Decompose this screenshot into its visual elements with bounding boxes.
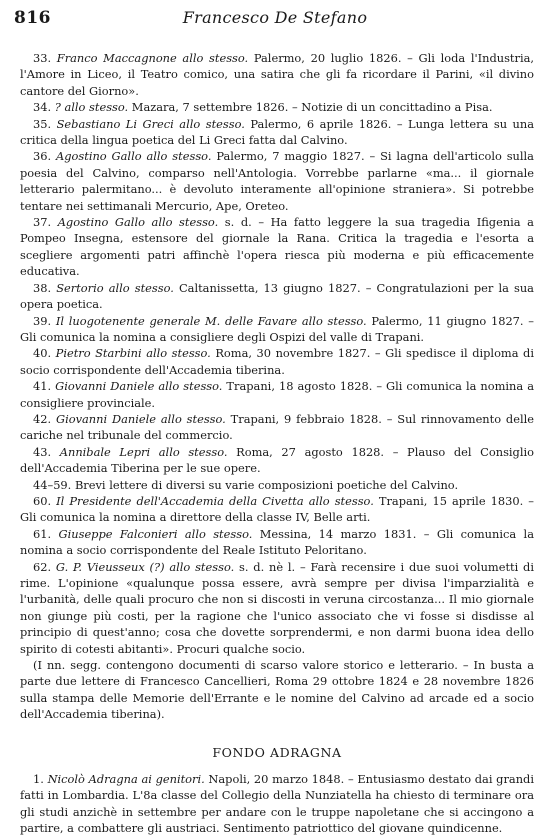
entry-number: 40. xyxy=(33,346,56,361)
entry-correspondent: Giuseppe Falconieri allo stesso. xyxy=(58,526,253,541)
entry-correspondent: Il luogotenente generale M. delle Favare allo stesso. xyxy=(55,313,367,328)
entry-summary: Roma, 27 agosto 1828. – Plauso del Consiglio dell'Accademia Tiberina per le sue opere. xyxy=(20,444,534,476)
letter-entry xyxy=(20,148,534,214)
letter-entry xyxy=(20,345,534,378)
entry-correspondent: Sebastiano Li Greci allo stesso. xyxy=(56,116,245,131)
entry-correspondent: G. P. Vieusseux (?) allo stesso. xyxy=(55,559,235,574)
letter-entry xyxy=(20,771,534,837)
entry-correspondent: Franco Maccagnone allo stesso. xyxy=(56,51,249,65)
entry-summary: Napoli, 20 marzo 1848. – Entusiasmo destato dai grandi fatti in Lombardia. L'8a classe del Collegio della Nunziatella ha chiesto di terminare ora gli studi anzichè in settembre per andare con le truppe napoletane che si accingono a partire, a combattere gli austriaci. Sentimento patriottico del giovane quindicenne. xyxy=(20,772,534,836)
entry-number: 44–59. xyxy=(33,477,75,492)
entry-correspondent: Pietro Starbini allo stesso. xyxy=(55,346,211,361)
entry-summary: Trapani, 18 agosto 1828. – Gli comunica la nomina a consigliere provinciale. xyxy=(20,379,534,410)
entry-summary: Brevi lettere di diversi su varie composizioni poetiche del Calvino. xyxy=(74,477,459,492)
letter-entry xyxy=(20,280,534,313)
letter-entry xyxy=(20,214,534,280)
entry-number: 38. xyxy=(33,280,57,295)
letter-entry xyxy=(20,657,534,723)
entry-number: 62. xyxy=(33,559,56,574)
entry-correspondent: Sertorio allo stesso. xyxy=(56,280,174,295)
entry-summary: Palermo, 7 maggio 1827. – Si lagna dell'articolo sulla poesia del Calvino, comparso nell'Antologia. Vorrebbe parlarne «ma... il giornale letterario palermitano... è devoluto interamente all'opinione straniera». Si potrebbe tentare nei settimanali Mercurio, Ape, Oreteo. xyxy=(20,149,534,213)
entry-correspondent: Agostino Gallo allo stesso. xyxy=(57,215,219,230)
entry-correspondent: Agostino Gallo allo stesso. xyxy=(56,149,212,164)
page-header xyxy=(14,8,536,34)
letter-entry xyxy=(20,559,534,657)
letter-entry xyxy=(20,493,534,526)
letter-entry xyxy=(20,50,534,99)
running-title: Francesco De Stefano xyxy=(182,8,368,27)
entry-number: 43. xyxy=(33,444,60,459)
letter-entry xyxy=(20,313,534,346)
entry-summary: Trapani, 9 febbraio 1828. – Sul rinnovamento delle cariche nel tribunale del commercio. xyxy=(20,411,534,443)
entry-summary: Roma, 30 novembre 1827. – Gli spedisce il diploma di socio corrispondente dell'Accademia tiberina. xyxy=(20,346,534,377)
entry-summary: Caltanissetta, 13 giugno 1827. – Congratulazioni per la sua opera poetica. xyxy=(20,280,534,312)
entry-number: 1. xyxy=(33,772,48,787)
entry-correspondent: ? allo stesso. xyxy=(54,100,129,115)
entry-correspondent: Giovanni Daniele allo stesso. xyxy=(55,379,223,394)
entry-summary: Palermo, 20 luglio 1826. – Gli loda l'Industria, l'Amore in Liceo, il Teatro comico, una satira che gli fa ricordare il Parini, «il divino cantore del Giorno». xyxy=(20,51,534,98)
entry-number: 39. xyxy=(33,313,56,328)
entry-summary: Mazara, 7 settembre 1826. – Notizie di un concittadino a Pisa. xyxy=(128,100,493,115)
entry-correspondent: Nicolò Adragna ai genitori. xyxy=(47,772,205,787)
letter-entry xyxy=(20,411,534,444)
letter-entry xyxy=(20,116,534,149)
section-entries xyxy=(20,771,534,837)
entry-summary: Messina, 14 marzo 1831. – Gli comunica la nomina a socio corrispondente del Reale Istituto Peloritano. xyxy=(20,526,534,558)
entry-correspondent: Il Presidente dell'Accademia della Civetta allo stesso. xyxy=(56,493,374,508)
page-number: 816 xyxy=(14,8,51,28)
page-body xyxy=(20,50,534,837)
entry-number: (I nn. segg. xyxy=(33,658,107,673)
entry-summary: Palermo, 11 giugno 1827. – Gli comunica la nomina a consigliere degli Ospizi del valle di Trapani. xyxy=(20,313,534,344)
entry-summary: Trapani, 15 aprile 1830. – Gli comunica la nomina a direttore della classe IV, Belle arti. xyxy=(20,493,534,525)
entry-number: 34. xyxy=(33,100,55,115)
entry-number: 33. xyxy=(33,51,57,65)
entry-number: 42. xyxy=(33,411,56,426)
entry-summary: s. d. – Ha fatto leggere la sua tragedia Ifigenia a Pompeo Insegna, estensore del giornale la Rana. Critica la tragedia e l'esorta a scegliere argomenti patri affinchè l'opera riesca più moderna e più efficacemente educativa. xyxy=(20,215,534,279)
letter-entry xyxy=(20,526,534,559)
section-title: FONDO ADRAGNA xyxy=(212,744,342,760)
entry-number: 37. xyxy=(33,215,58,230)
entry-correspondent: Annibale Lepri allo stesso. xyxy=(59,444,228,459)
entry-number: 36. xyxy=(33,149,57,164)
entry-number: 60. xyxy=(33,493,57,508)
entry-summary: Palermo, 6 aprile 1826. – Lunga lettera su una critica della lingua poetica del Li Greci fatta dal Calvino. xyxy=(20,116,534,148)
entry-summary: contengono documenti di scarso valore storico e letterario. – In busta a parte due lettere di Francesco Cancellieri, Roma 29 ottobre 1824 e 28 novembre 1826 sulla stampa delle Memorie dell'Errante e le nomine del Calvino ad arcade ed a socio dell'Accademia tiberina). xyxy=(20,658,534,722)
letter-entry xyxy=(20,378,534,411)
letter-entry xyxy=(20,99,534,115)
letter-entry xyxy=(20,444,534,477)
entry-number: 41. xyxy=(33,379,56,394)
letter-entries xyxy=(20,50,534,723)
entry-number: 61. xyxy=(33,526,59,541)
entry-summary: s. d. nè l. – Farà recensire i due suoi volumetti di rime. L'opinione «qualunque possa essere, avrà sempre per divisa l'imparzialità e l'urbanità, delle quali procuro che non si discosti in veruna circostanza... Il mio giornale non giunge più costi, per la ragione che l'unico associato che vi fosse si disdisse al principio di quest'anno; cosa che dovette sorprendermi, e non darmi buona idea dello spirito di cotesti abitanti». Procuri qualche socio. xyxy=(20,559,534,656)
entry-number: 35. xyxy=(33,116,57,131)
letter-entry xyxy=(20,477,534,493)
entry-correspondent: Giovanni Daniele allo stesso. xyxy=(55,411,226,426)
